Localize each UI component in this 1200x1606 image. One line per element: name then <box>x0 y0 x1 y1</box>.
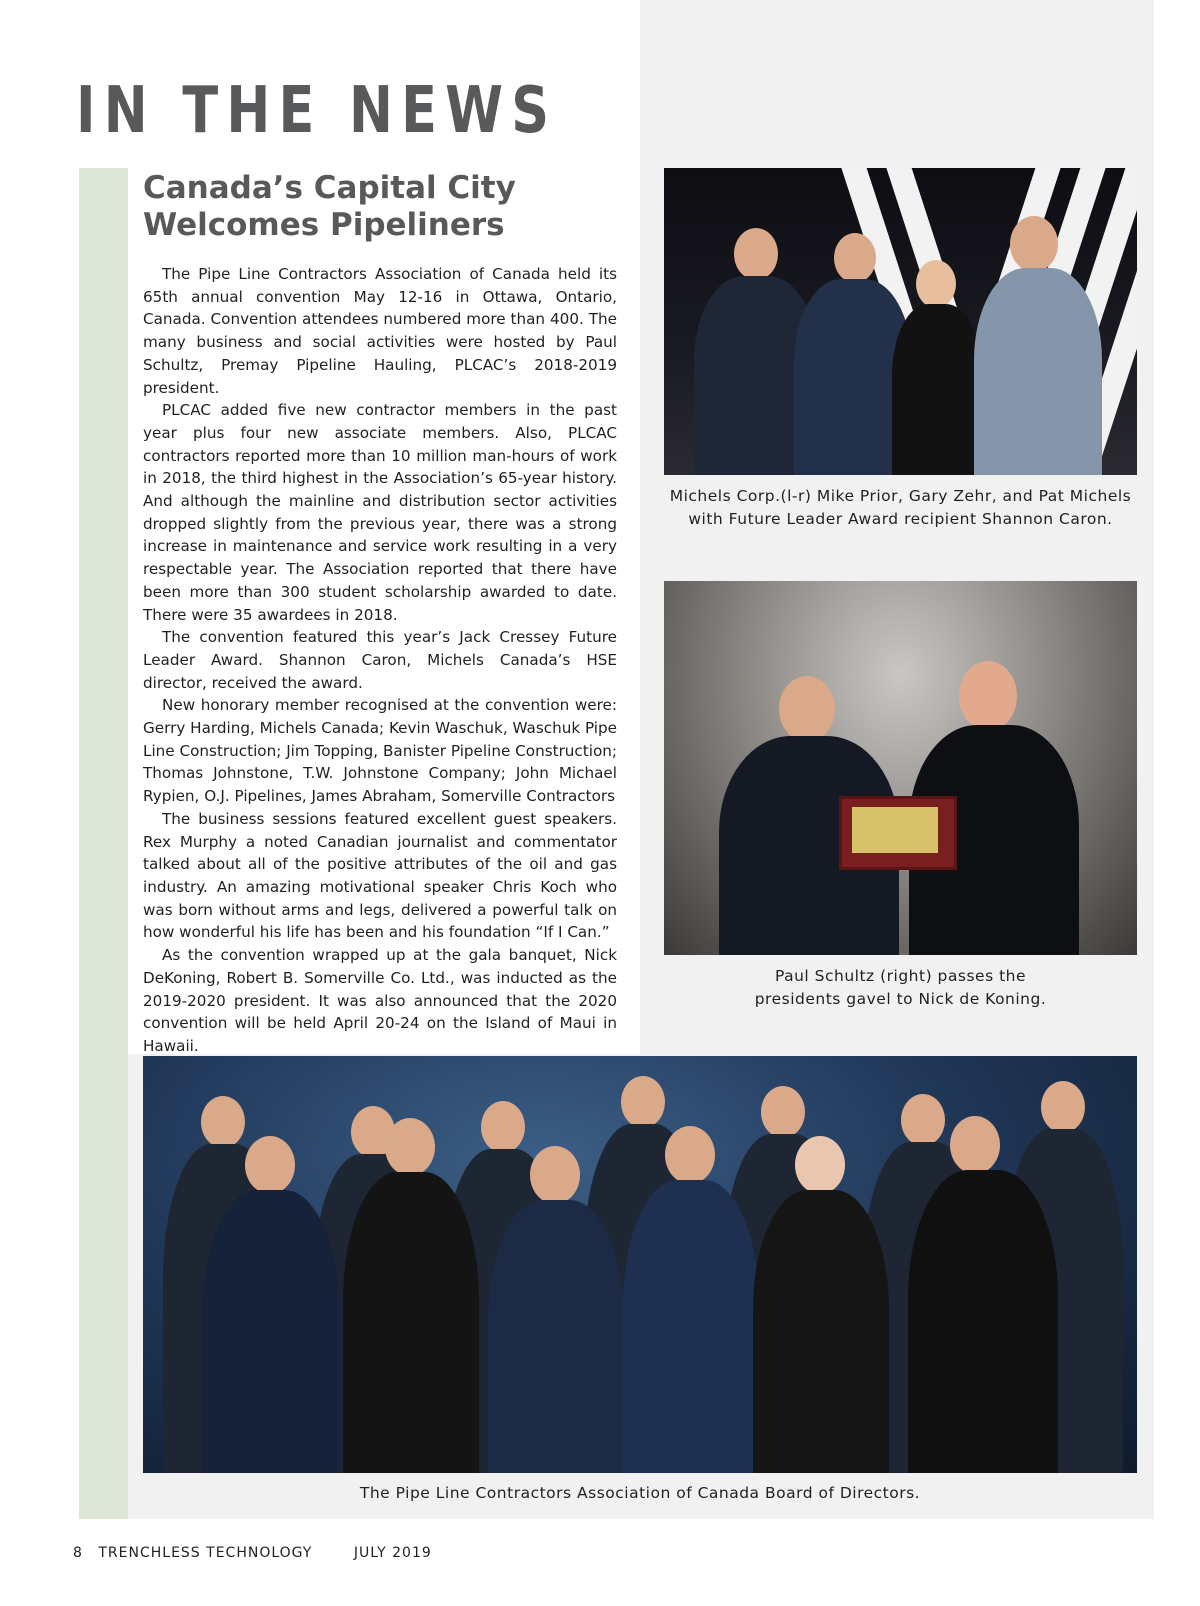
caption-2-line-1: Paul Schultz (right) passes the <box>774 967 1027 985</box>
caption-2-line-2: presidents gavel to Nick de Koning. <box>754 990 1047 1008</box>
plaque-handover-photo <box>664 581 1137 955</box>
paragraph: As the convention wrapped up at the gala banquet, Nick DeKoning, Robert B. Somerville Co. Ltd., was inducted as the 2019-2020 president. It was also announced that the 2020 convention will be held April 20-24 on the Island of Maui in Hawaii. <box>143 946 617 1055</box>
caption-1-line-1: Michels Corp.(l-r) Mike Prior, Gary Zehr, and Pat Michels <box>669 487 1132 505</box>
photo-caption-2 <box>664 965 1137 1011</box>
paragraph: The convention featured this year’s Jack Cressey Future Leader Award. Shannon Caron, Michels Canada’s HSE director, received the award. <box>143 628 617 692</box>
issue-date: JULY 2019 <box>353 1545 432 1561</box>
paragraph: The business sessions featured excellent guest speakers. Rex Murphy a noted Canadian journalist and commentator talked about all of the positive attributes of the oil and gas industry. An amazing motivational speaker Chris Koch who was born without arms and legs, delivered a powerful talk on how wonderful his life has been and his foundation “If I Can.” <box>143 809 617 942</box>
accent-bar <box>79 168 128 1519</box>
page-footer <box>73 1545 432 1561</box>
award-group-photo <box>664 168 1137 475</box>
headline-line-2: Welcomes Pipeliners <box>143 207 505 243</box>
caption-1-line-2: with Future Leader Award recipient Shannon Caron. <box>688 510 1113 528</box>
article-body <box>143 263 617 1058</box>
paragraph: New honorary member recognised at the convention were: Gerry Harding, Michels Canada; Kevin Waschuk, Waschuk Pipe Line Construction; Jim Topping, Banister Pipeline Construction; Thomas Johnstone, T.W. Johnstone Company; John Michael Rypien, O.J. Pipelines, James Abraham, Somerville Contractors <box>143 696 618 806</box>
photo-caption-1 <box>664 485 1137 531</box>
paragraph: PLCAC added five new contractor members in the past year plus four new associate members. Also, PLCAC contractors reported more than 10 million man-hours of work in 2018, the third highest in the Association’s 65-year history. And although the mainline and distribution sector activities dropped slightly from the previous year, there was a strong increase in maintenance and service work resulting in a very respectable year. The Association reported that there have been more than 300 student scholarship awarded to date. There were 35 awardees in 2018. <box>143 401 617 624</box>
board-of-directors-photo <box>143 1056 1137 1473</box>
publication-name: TRENCHLESS TECHNOLOGY <box>98 1545 313 1561</box>
page-number: 8 <box>73 1545 83 1561</box>
paragraph: The Pipe Line Contractors Association of Canada held its 65th annual convention May 12-16 in Ottawa, Ontario, Canada. Convention attendees numbered more than 400. The many business and social activities were hosted by Paul Schultz, Premay Pipeline Hauling, PLCAC’s 2018-2019 president. <box>143 265 617 397</box>
article-headline <box>143 170 623 244</box>
section-title: IN THE NEWS <box>76 74 558 148</box>
headline-line-1: Canada’s Capital City <box>143 170 516 206</box>
photo-caption-3: The Pipe Line Contractors Association of Canada Board of Directors. <box>359 1484 921 1502</box>
